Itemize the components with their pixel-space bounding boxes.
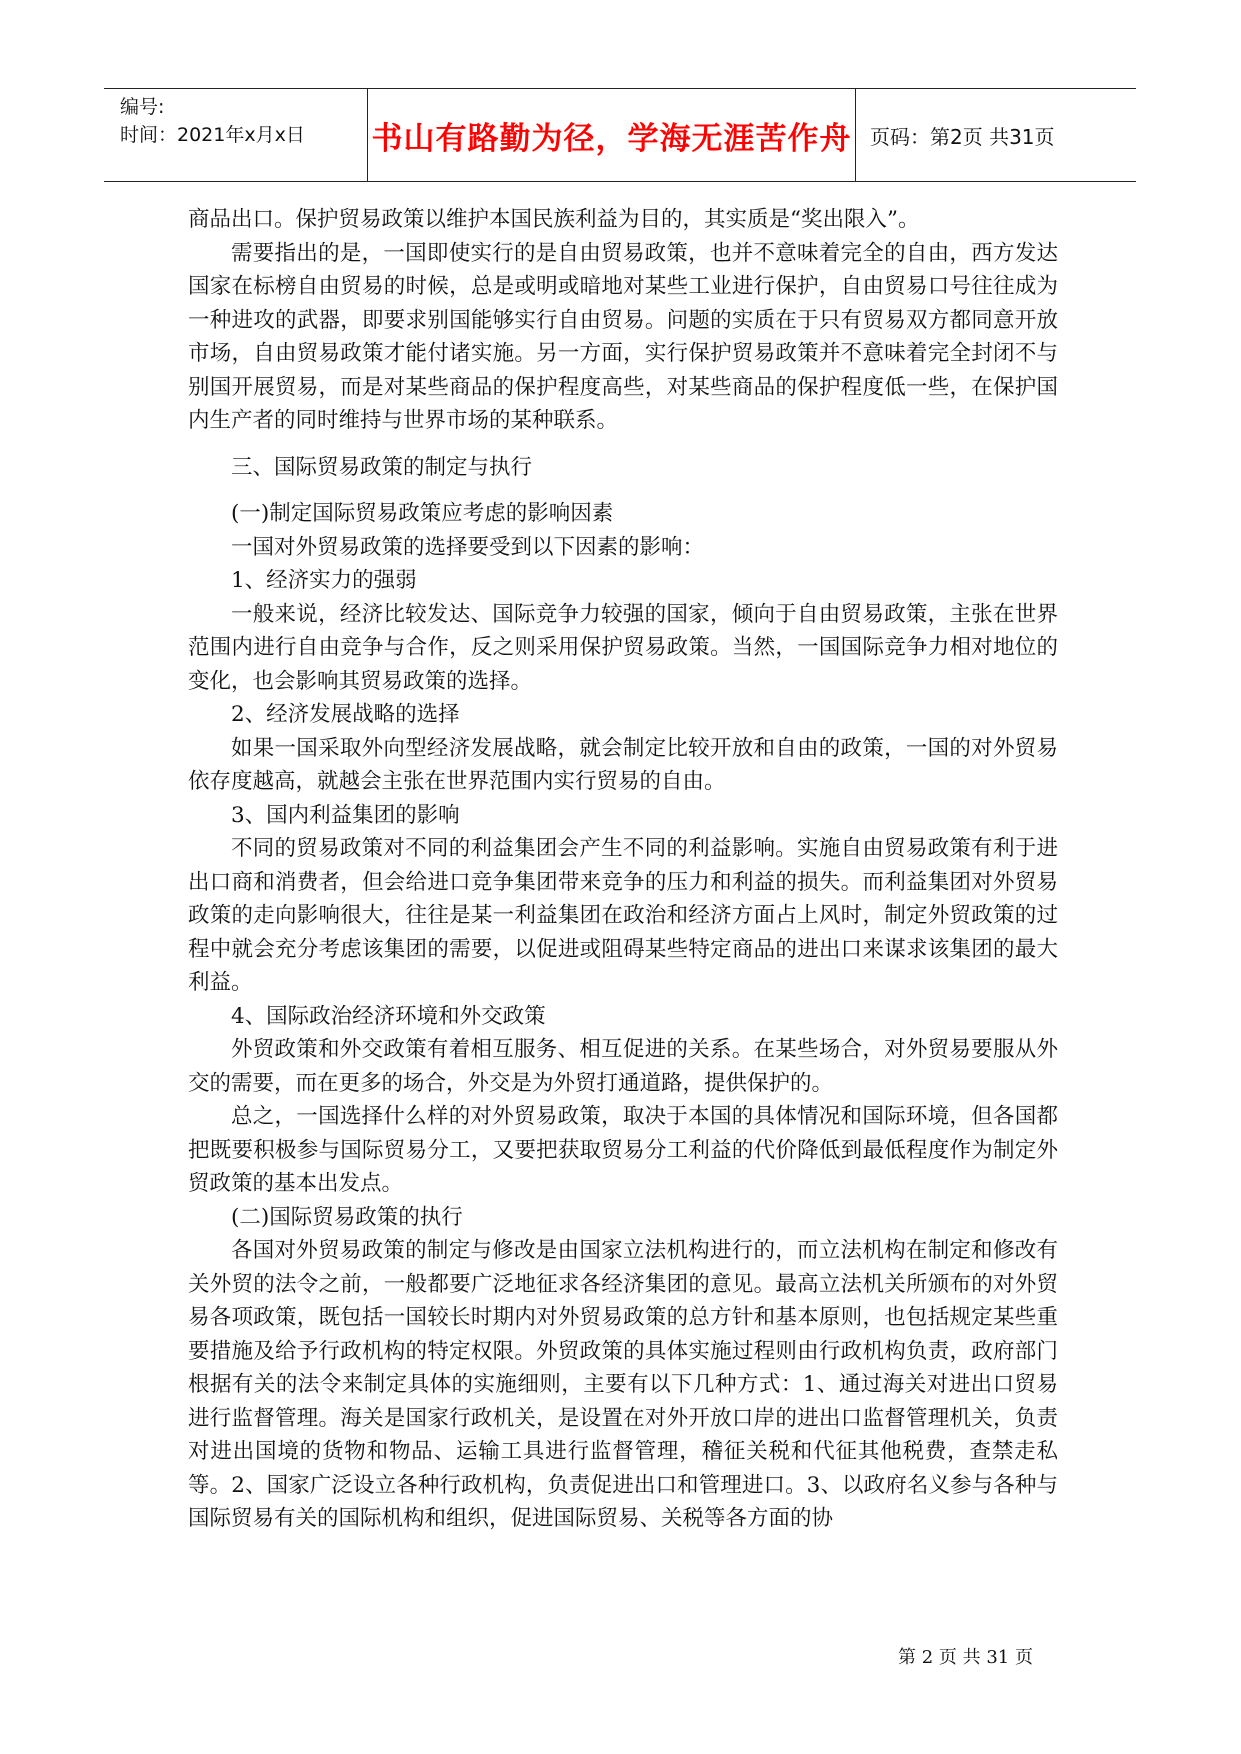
document-body (188, 203, 1058, 1536)
paragraph: 如果一国采取外向型经济发展战略，就会制定比较开放和自由的政策，一国的对外贸易依存度越高，就越会主张在世界范围内实行贸易的自由。 (188, 735, 1058, 794)
time-label: 时间：2021年x月x日 (120, 124, 305, 146)
paragraph: 各国对外贸易政策的制定与修改是由国家立法机构进行的，而立法机构在制定和修改有关外贸的法令之前，一般都要广泛地征求各经济集团的意见。最高立法机关所颁布的对外贸易各项政策，既包括一国较长时期内对外贸易政策的总方针和基本原则，也包括规定某些重要措施及给予行政机构的特定权限。外贸政策的具体实施过程则由行政机构负责，政府部门根据有关的法令来制定具体的实施细则，主要有以下几种方式：1、通过海关对进出口贸易进行监督管理。海关是国家行政机关，是设置在对外开放口岸的进出口监督管理机关，负责对进出国境的货物和物品、运输工具进行监督管理，稽征关税和代征其他税费，查禁走私等。2、国家广泛设立各种行政机构，负责促进出口和管理进口。3、以政府名义参与各种与国际贸易有关的国际机构和组织，促进国际贸易、关税等各方面的协 (188, 1238, 1058, 1531)
section-heading: 三、国际贸易政策的制定与执行 (231, 454, 533, 480)
page-header (104, 88, 1136, 182)
paragraph: 不同的贸易政策对不同的利益集团会产生不同的利益影响。实施自由贸易政策有利于进出口商和消费者，但会给进口竞争集团带来竞争的压力和利益的损失。而利益集团对外贸易政策的走向影响很大，往往是某一利益集团在政治和经济方面占上风时，制定外贸政策的过程中就会充分考虑该集团的需要，以促进或阻碍某些特定商品的进出口来谋求该集团的最大利益。 (188, 836, 1058, 995)
subsection-heading: (二)国际贸易政策的执行 (231, 1204, 463, 1230)
page-label: 页码：第2页 共31页 (870, 124, 1055, 149)
paragraph: 一国对外贸易政策的选择要受到以下因素的影响： (231, 534, 705, 560)
header-page-cell (856, 89, 1136, 181)
serial-label: 编号: (120, 96, 165, 118)
paragraph: 需要指出的是，一国即使实行的是自由贸易政策，也并不意味着完全的自由，西方发达国家在标榜自由贸易的时候，总是或明或暗地对某些工业进行保护，自由贸易口号往往成为一种进攻的武器，即要求别国能够实行自由贸易。问题的实质在于只有贸易双方都同意开放市场，自由贸易政策才能付诸实施。另一方面，实行保护贸易政策并不意味着完全封闭不与别国开展贸易，而是对某些商品的保护程度高些，对某些商品的保护程度低一些，在保护国内生产者的同时维持与世界市场的某种联系。 (188, 240, 1058, 433)
factor-heading: 2、经济发展战略的选择 (231, 702, 460, 727)
subsection-heading: (一)制定国际贸易政策应考虑的影响因素 (231, 501, 614, 526)
header-meta (104, 89, 368, 181)
factor-heading: 4、国际政治经济环境和外交政策 (231, 1003, 546, 1029)
header-motto-cell (368, 89, 856, 181)
paragraph: 商品出口。保护贸易政策以维护本国民族利益为目的，其实质是“奖出限入”。 (188, 207, 920, 232)
page-footer: 第 2 页 共 31 页 (898, 1647, 1033, 1668)
motto: 书山有路勤为径，学海无涯苦作舟 (371, 120, 852, 157)
factor-heading: 3、国内利益集团的影响 (231, 802, 460, 828)
factor-heading: 1、经济实力的强弱 (231, 568, 417, 593)
paragraph: 外贸政策和外交政策有着相互服务、相互促进的关系。在某些场合，对外贸易要服从外交的需要，而在更多的场合，外交是为外贸打通道路，提供保护的。 (188, 1037, 1058, 1096)
paragraph: 一般来说，经济比较发达、国际竞争力较强的国家，倾向于自由贸易政策，主张在世界范围内进行自由竞争与合作，反之则采用保护贸易政策。当然，一国国际竞争力相对地位的变化，也会影响其贸易政策的选择。 (188, 601, 1058, 694)
paragraph: 总之，一国选择什么样的对外贸易政策，取决于本国的具体情况和国际环境，但各国都把既要积极参与国际贸易分工，又要把获取贸易分工利益的代价降低到最低程度作为制定外贸政策的基本出发点。 (188, 1104, 1058, 1196)
